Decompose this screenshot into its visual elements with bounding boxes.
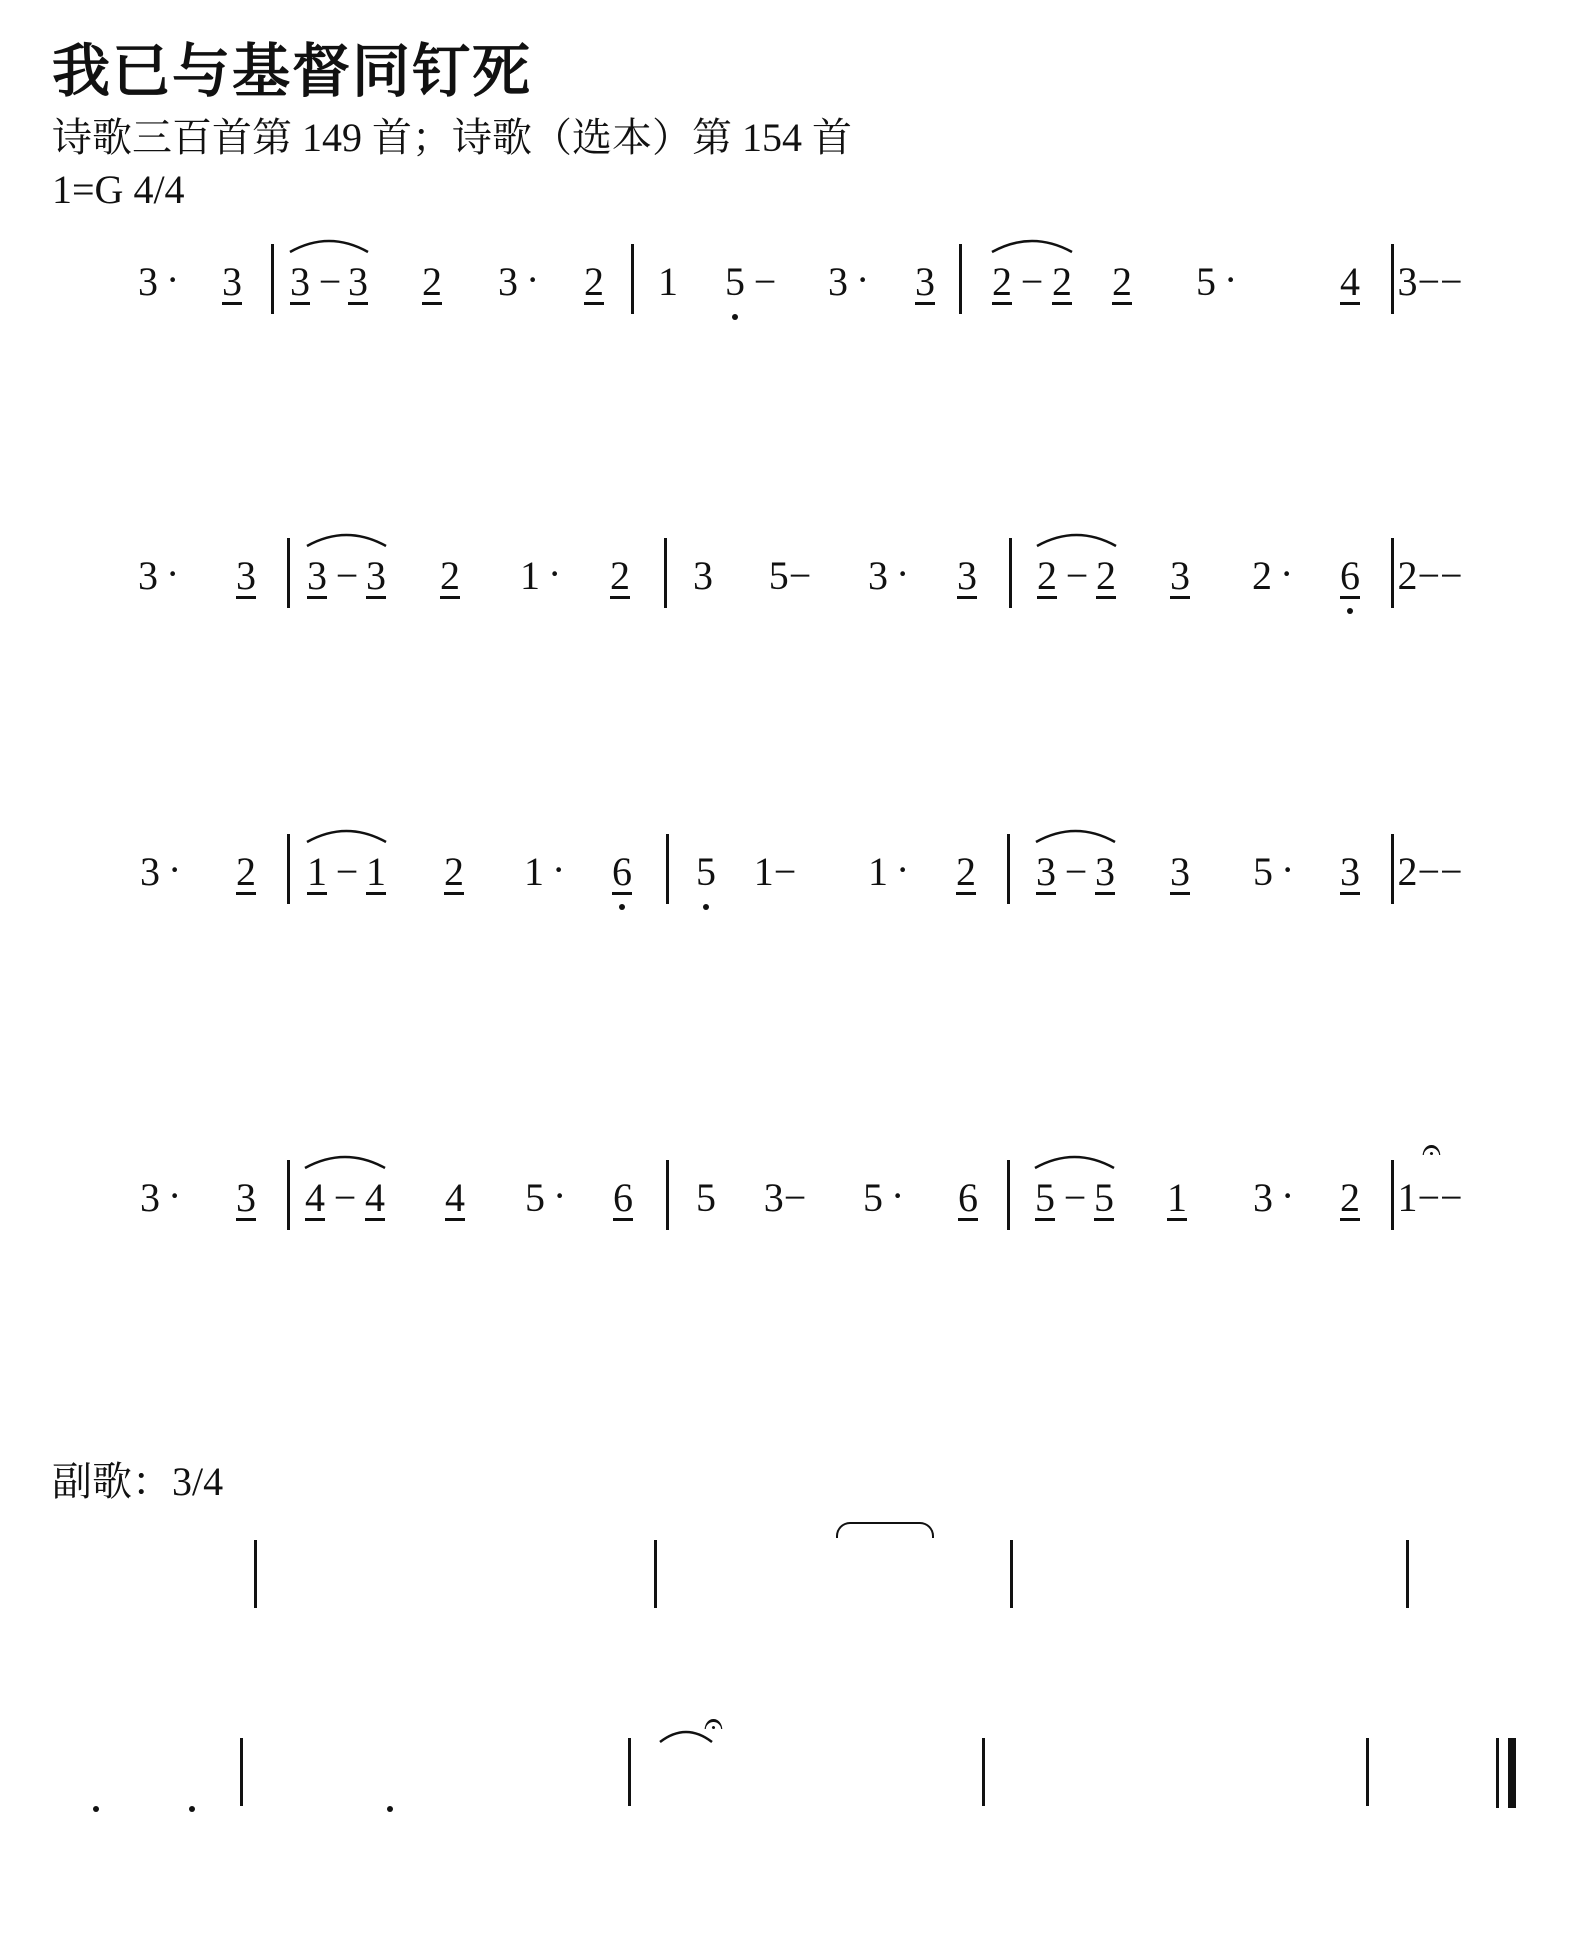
jianpu-note: 2: [992, 259, 1012, 304]
barline: [1007, 834, 1010, 904]
barline: [1391, 1160, 1394, 1230]
jianpu-note: 3−−: [1397, 259, 1463, 304]
jianpu-note: 3: [140, 849, 160, 894]
key-signature: 1=G 4/4: [52, 167, 185, 212]
jianpu-note: 3: [140, 1175, 160, 1220]
barline: [271, 244, 274, 314]
jianpu-note: 5: [725, 259, 745, 304]
jianpu-note: 4: [305, 1175, 325, 1220]
jianpu-note: 2: [1037, 553, 1057, 598]
augmentation-dot: ·: [1281, 1173, 1295, 1218]
jianpu-note: −: [335, 849, 359, 894]
jianpu-note: 3: [1036, 849, 1056, 894]
jianpu-note: 3: [222, 259, 242, 304]
barline: [666, 834, 669, 904]
jianpu-note: 2−−: [1397, 849, 1463, 894]
chorus-label: 副歌：3/4: [52, 1459, 224, 1504]
barline: [1009, 538, 1012, 608]
jianpu-note: 3: [1170, 849, 1190, 894]
jianpu-note: 1: [307, 849, 327, 894]
augmentation-dot: ·: [526, 257, 540, 302]
jianpu-note: 4: [445, 1175, 465, 1220]
fermata-icon: 𝄐: [1422, 1132, 1441, 1169]
augmentation-dot: ·: [166, 257, 180, 302]
jianpu-note: 2: [1112, 259, 1132, 304]
jianpu-note: −: [335, 553, 359, 598]
augmentation-dot: ·: [896, 847, 910, 892]
tie-arc: [288, 236, 370, 254]
jianpu-note: 2: [422, 259, 442, 304]
augmentation-dot: ·: [891, 1173, 905, 1218]
jianpu-note: 3: [138, 553, 158, 598]
jianpu-note: 5: [1094, 1175, 1114, 1220]
jianpu-note: −: [333, 1175, 357, 1220]
barline-final-thin: [1496, 1738, 1499, 1808]
lower-octave-dot: [189, 1806, 195, 1812]
barline: [254, 1540, 257, 1608]
jianpu-note: 3: [138, 259, 158, 304]
barline: [631, 244, 634, 314]
barline: [654, 1540, 657, 1608]
hymn-reference: 诗歌三百首第 149 首；诗歌（选本）第 154 首: [52, 115, 852, 160]
lower-octave-dot: [387, 1806, 393, 1812]
jianpu-note: 1−: [753, 849, 797, 894]
barline: [628, 1738, 631, 1806]
jianpu-note: 3: [348, 259, 368, 304]
barline: [240, 1738, 243, 1806]
barline: [959, 244, 962, 314]
jianpu-note: 1: [868, 849, 888, 894]
jianpu-note: 3: [236, 553, 256, 598]
jianpu-note: −: [753, 259, 777, 304]
jianpu-note: 2: [236, 849, 256, 894]
jianpu-note: 3: [957, 553, 977, 598]
fermata-icon: 𝄐: [704, 1706, 723, 1743]
jianpu-note: 2: [1340, 1175, 1360, 1220]
jianpu-note: 2: [956, 849, 976, 894]
barline: [666, 1160, 669, 1230]
jianpu-note: 3: [1095, 849, 1115, 894]
jianpu-note: 5−: [768, 553, 812, 598]
lower-octave-dot: [619, 904, 625, 910]
jianpu-note: 2: [584, 259, 604, 304]
jianpu-note: 3: [307, 553, 327, 598]
jianpu-note: 1: [658, 259, 678, 304]
barline: [1391, 244, 1394, 314]
barline: [1391, 538, 1394, 608]
jianpu-note: 4: [1340, 259, 1360, 304]
jianpu-note: 3: [236, 1175, 256, 1220]
barline: [1391, 834, 1394, 904]
barline: [1366, 1738, 1369, 1806]
barline: [287, 1160, 290, 1230]
jianpu-note: 5: [1196, 259, 1216, 304]
augmentation-dot: ·: [548, 551, 562, 596]
jianpu-note: 2: [1096, 553, 1116, 598]
jianpu-note: 6: [613, 1175, 633, 1220]
jianpu-note: 1: [366, 849, 386, 894]
jianpu-note: 5: [863, 1175, 883, 1220]
barline: [287, 538, 290, 608]
jianpu-note: 5: [696, 849, 716, 894]
jianpu-note: 1: [524, 849, 544, 894]
jianpu-note: 3: [693, 553, 713, 598]
augmentation-dot: ·: [168, 847, 182, 892]
barline: [287, 834, 290, 904]
jianpu-note: 1: [520, 553, 540, 598]
lower-octave-dot: [703, 904, 709, 910]
barline: [1406, 1540, 1409, 1608]
tie-arc: [1033, 1152, 1116, 1170]
augmentation-dot: ·: [1281, 847, 1295, 892]
jianpu-note: 2−−: [1397, 553, 1463, 598]
hymn-title: 我已与基督同钉死: [52, 37, 533, 105]
jianpu-note: 5: [1253, 849, 1273, 894]
jianpu-note: −: [1065, 553, 1089, 598]
tie-arc: [305, 826, 388, 844]
lower-octave-dot: [732, 314, 738, 320]
jianpu-note: 5: [525, 1175, 545, 1220]
jianpu-note: 6: [1340, 553, 1360, 598]
jianpu-note: 1: [1167, 1175, 1187, 1220]
jianpu-note: −: [1063, 1175, 1087, 1220]
jianpu-note: 6: [612, 849, 632, 894]
jianpu-note: 4: [365, 1175, 385, 1220]
jianpu-note: 6: [958, 1175, 978, 1220]
augmentation-dot: ·: [168, 1173, 182, 1218]
jianpu-note: 3: [366, 553, 386, 598]
jianpu-note: 5: [696, 1175, 716, 1220]
tie-arc: [305, 530, 388, 548]
augmentation-dot: ·: [553, 1173, 567, 1218]
jianpu-note: 3: [868, 553, 888, 598]
jianpu-note: 2: [444, 849, 464, 894]
jianpu-note: 3: [498, 259, 518, 304]
jianpu-note: 3: [1253, 1175, 1273, 1220]
jianpu-note: 3: [290, 259, 310, 304]
augmentation-dot: ·: [896, 551, 910, 596]
tie-arc: [303, 1152, 387, 1170]
barline: [1007, 1160, 1010, 1230]
tie-arc: [1034, 826, 1117, 844]
jianpu-note: −: [1020, 259, 1044, 304]
jianpu-note: 3: [828, 259, 848, 304]
barline: [664, 538, 667, 608]
jianpu-note: −: [318, 259, 342, 304]
jianpu-note: 2: [1252, 553, 1272, 598]
augmentation-dot: ·: [1224, 257, 1238, 302]
lower-octave-dot: [1347, 608, 1353, 614]
augmentation-dot: ·: [166, 551, 180, 596]
jianpu-note: 2: [1052, 259, 1072, 304]
jianpu-note: 3: [1340, 849, 1360, 894]
jianpu-note: 3: [915, 259, 935, 304]
barline-final-thick: [1508, 1738, 1516, 1808]
barline: [1010, 1540, 1013, 1608]
augmentation-dot: ·: [856, 257, 870, 302]
jianpu-note: 2: [440, 553, 460, 598]
jianpu-note: 2: [610, 553, 630, 598]
triplet-bracket: [836, 1522, 934, 1538]
jianpu-note: 3: [1170, 553, 1190, 598]
augmentation-dot: ·: [552, 847, 566, 892]
jianpu-note: −: [1064, 849, 1088, 894]
jianpu-note: 3−: [763, 1175, 807, 1220]
barline: [982, 1738, 985, 1806]
slur-arc: [658, 1728, 714, 1744]
augmentation-dot: ·: [1280, 551, 1294, 596]
lower-octave-dot: [93, 1806, 99, 1812]
tie-arc: [990, 236, 1074, 254]
jianpu-note: 1−−: [1397, 1175, 1463, 1220]
tie-arc: [1035, 530, 1118, 548]
jianpu-note: 5: [1035, 1175, 1055, 1220]
